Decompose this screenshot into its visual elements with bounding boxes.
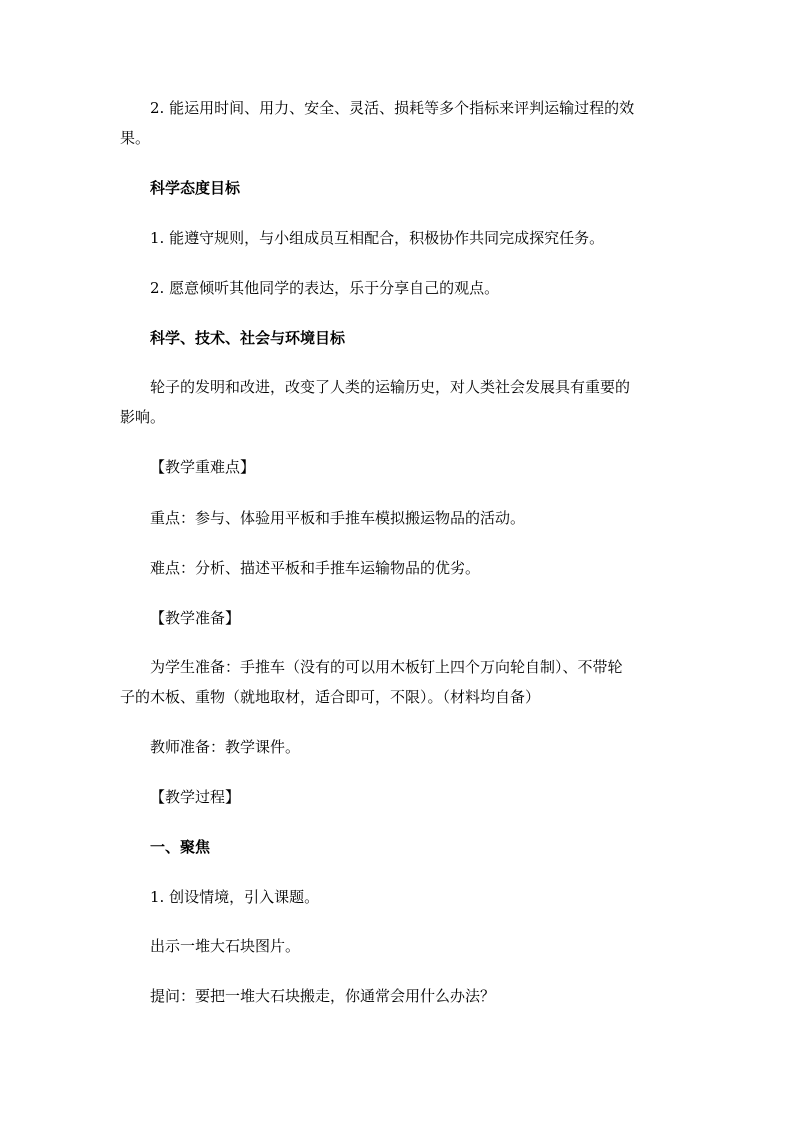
stse-heading: 科学、技术、社会与环境目标 xyxy=(150,329,346,347)
stse-line-1: 轮子的发明和改进，改变了人类的运输历史，对人类社会发展具有重要的 xyxy=(150,378,631,396)
key-points-heading: 【教学重难点】 xyxy=(150,458,256,476)
attitude-heading: 科学态度目标 xyxy=(150,179,241,197)
key-point: 重点：参与、体验用平板和手推车模拟搬运物品的活动。 xyxy=(150,509,526,527)
section-1-heading: 一、聚焦 xyxy=(150,838,211,856)
student-prep-line-2: 子的木板、重物（就地取材，适合即可，不限）。（材料均自备） xyxy=(120,688,541,706)
attitude-item-1: 1. 能遵守规则，与小组成员互相配合，积极协作共同完成探究任务。 xyxy=(150,229,605,247)
goal-2-line-2: 果。 xyxy=(120,129,151,147)
show-image-instruction: 出示一堆大石块图片。 xyxy=(150,937,301,955)
teacher-prep: 教师准备：教学课件。 xyxy=(150,738,301,756)
question: 提问：要把一堆大石块搬走，你通常会用什么办法？ xyxy=(150,987,496,1005)
stse-line-2: 影响。 xyxy=(120,408,166,426)
goal-2-line-1: 2. 能运用时间、用力、安全、灵活、损耗等多个指标来评判运输过程的效 xyxy=(150,99,635,117)
attitude-item-2: 2. 愿意倾听其他同学的表达，乐于分享自己的观点。 xyxy=(150,279,500,297)
difficult-point: 难点：分析、描述平板和手推车运输物品的优劣。 xyxy=(150,559,481,577)
student-prep-line-1: 为学生准备：手推车（没有的可以用木板钉上四个万向轮自制）、不带轮 xyxy=(150,658,623,676)
step-1: 1. 创设情境，引入课题。 xyxy=(150,888,320,906)
process-heading: 【教学过程】 xyxy=(150,788,241,806)
prep-heading: 【教学准备】 xyxy=(150,609,241,627)
